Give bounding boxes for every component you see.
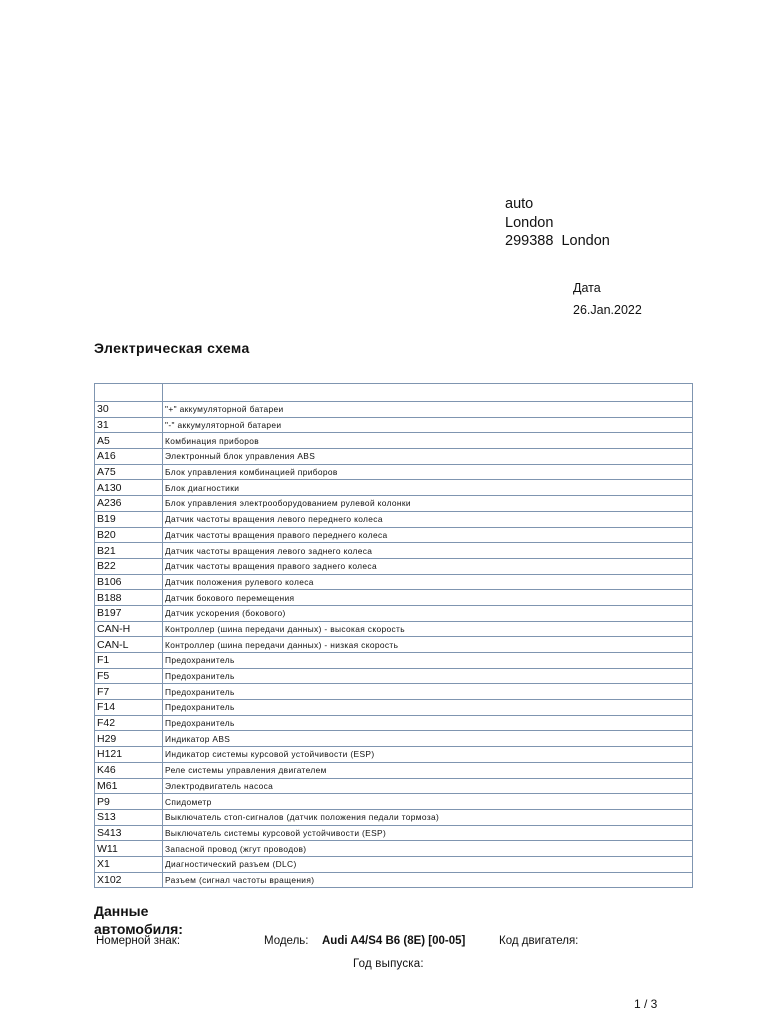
legend-description: Блок управления электрооборудованием рулевой колонки: [163, 496, 693, 512]
address-block: [505, 195, 610, 251]
legend-description: "-" аккумуляторной батареи: [163, 417, 693, 433]
vehicle-data-title: Данные автомобиля:: [94, 903, 183, 937]
legend-code: F14: [95, 700, 163, 716]
legend-row: [95, 809, 693, 825]
legend-row: [95, 653, 693, 669]
legend-code: 30: [95, 402, 163, 418]
legend-description: Диагностический разъем (DLC): [163, 856, 693, 872]
legend-description: Предохранитель: [163, 715, 693, 731]
legend-code: H121: [95, 747, 163, 763]
legend-code: A130: [95, 480, 163, 496]
page-number: 1 / 3: [634, 997, 658, 1011]
legend-code: A5: [95, 433, 163, 449]
legend-row: [95, 856, 693, 872]
legend-code: A236: [95, 496, 163, 512]
legend-code: W11: [95, 841, 163, 857]
legend-row: [95, 747, 693, 763]
legend-description: Разъем (сигнал частоты вращения): [163, 872, 693, 888]
legend-code: B19: [95, 511, 163, 527]
legend-row: [95, 825, 693, 841]
legend-description: Спидометр: [163, 794, 693, 810]
date-value: 26.Jan.2022: [573, 303, 642, 317]
legend-row: [95, 590, 693, 606]
legend-description: Выключатель системы курсовой устойчивости (ESP): [163, 825, 693, 841]
legend-row: [95, 715, 693, 731]
legend-row: [95, 480, 693, 496]
legend-row: [95, 402, 693, 418]
legend-description: Датчик ускорения (бокового): [163, 605, 693, 621]
legend-description: Индикатор ABS: [163, 731, 693, 747]
legend-code: B106: [95, 574, 163, 590]
legend-description: Датчик частоты вращения левого переднего колеса: [163, 511, 693, 527]
legend-description: Предохранитель: [163, 653, 693, 669]
legend-row: [95, 543, 693, 559]
legend-row: [95, 433, 693, 449]
model-value: Audi A4/S4 B6 (8E) [00-05]: [322, 935, 466, 947]
legend-code: A75: [95, 464, 163, 480]
legend-description: Предохранитель: [163, 668, 693, 684]
year-label: Год выпуска:: [353, 958, 424, 970]
legend-row: [95, 731, 693, 747]
legend-description: Блок управления комбинацией приборов: [163, 464, 693, 480]
legend-description: Запасной провод (жгут проводов): [163, 841, 693, 857]
legend-description: "+" аккумуляторной батареи: [163, 402, 693, 418]
legend-code: B20: [95, 527, 163, 543]
legend-description: Датчик частоты вращения левого заднего колеса: [163, 543, 693, 559]
legend-code: F7: [95, 684, 163, 700]
legend-description: Предохранитель: [163, 684, 693, 700]
legend-code: B21: [95, 543, 163, 559]
document-title: Электрическая схема: [94, 340, 250, 356]
legend-row: [95, 778, 693, 794]
address-line-1: auto: [505, 196, 534, 212]
legend-row: [95, 417, 693, 433]
address-line-3: 299388 London: [505, 233, 610, 249]
legend-code: S13: [95, 809, 163, 825]
legend-row: [95, 762, 693, 778]
legend-row: [95, 449, 693, 465]
legend-row: [95, 621, 693, 637]
legend-code: F42: [95, 715, 163, 731]
legend-description: Предохранитель: [163, 700, 693, 716]
legend-description: Электродвигатель насоса: [163, 778, 693, 794]
legend-row: [95, 637, 693, 653]
legend-code: B188: [95, 590, 163, 606]
legend-description: Электронный блок управления ABS: [163, 449, 693, 465]
plate-label: Номерной знак:: [96, 935, 181, 947]
legend-row: [95, 496, 693, 512]
legend-code: F1: [95, 653, 163, 669]
model-label: Модель:: [264, 935, 309, 947]
legend-code: X102: [95, 872, 163, 888]
legend-description: Контроллер (шина передачи данных) - высокая скорость: [163, 621, 693, 637]
legend-code: P9: [95, 794, 163, 810]
legend-description: Индикатор системы курсовой устойчивости (ESP): [163, 747, 693, 763]
legend-code: K46: [95, 762, 163, 778]
component-legend-table: [94, 383, 693, 888]
legend-row: [95, 841, 693, 857]
legend-description: Датчик частоты вращения правого переднего колеса: [163, 527, 693, 543]
legend-code: CAN-L: [95, 637, 163, 653]
legend-row: [95, 558, 693, 574]
legend-header-code: [95, 384, 163, 402]
legend-header-row: [95, 384, 693, 402]
legend-row: [95, 527, 693, 543]
legend-code: M61: [95, 778, 163, 794]
legend-description: Блок диагностики: [163, 480, 693, 496]
legend-row: [95, 668, 693, 684]
legend-code: H29: [95, 731, 163, 747]
legend-row: [95, 574, 693, 590]
legend-row: [95, 684, 693, 700]
legend-row: [95, 511, 693, 527]
legend-description: Реле системы управления двигателем: [163, 762, 693, 778]
engine-code-label: Код двигателя:: [499, 935, 579, 947]
legend-description: Датчик бокового перемещения: [163, 590, 693, 606]
legend-description: Датчик положения рулевого колеса: [163, 574, 693, 590]
legend-code: S413: [95, 825, 163, 841]
legend-description: Комбинация приборов: [163, 433, 693, 449]
legend-code: B197: [95, 605, 163, 621]
address-line-2: London: [505, 214, 554, 231]
legend-header-desc: [163, 384, 693, 402]
legend-code: F5: [95, 668, 163, 684]
legend-code: 31: [95, 417, 163, 433]
legend-description: Контроллер (шина передачи данных) - низкая скорость: [163, 637, 693, 653]
legend-row: [95, 872, 693, 888]
legend-description: Датчик частоты вращения правого заднего колеса: [163, 558, 693, 574]
legend-row: [95, 605, 693, 621]
legend-row: [95, 700, 693, 716]
legend-code: B22: [95, 558, 163, 574]
legend-code: X1: [95, 856, 163, 872]
legend-row: [95, 794, 693, 810]
legend-row: [95, 464, 693, 480]
date-label: Дата: [573, 281, 601, 295]
legend-code: A16: [95, 449, 163, 465]
legend-description: Выключатель стоп-сигналов (датчик положения педали тормоза): [163, 809, 693, 825]
legend-code: CAN-H: [95, 621, 163, 637]
